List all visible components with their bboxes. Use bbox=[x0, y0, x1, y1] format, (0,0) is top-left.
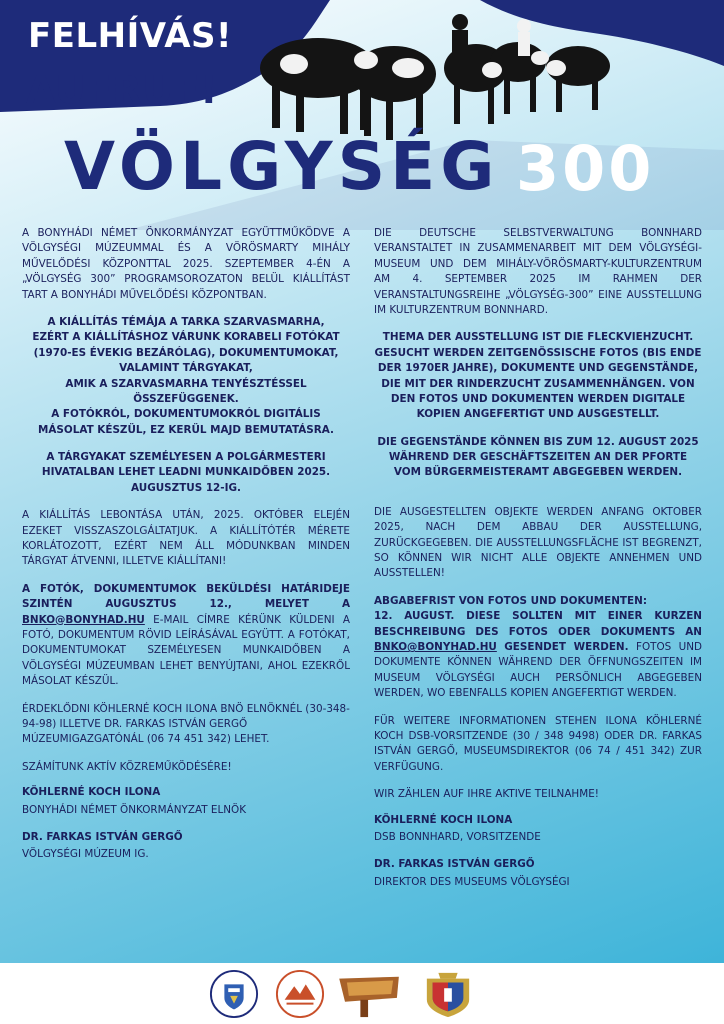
hu-theme-line3: VALAMINT TÁRGYAKAT, bbox=[119, 362, 253, 375]
title-aufruf: AUFRUF! bbox=[26, 68, 218, 112]
de-sig1-name: KÖHLERNÉ KOCH ILONA bbox=[374, 813, 513, 826]
hu-return: A KIÁLLÍTÁS LEBONTÁSA UTÁN, 2025. OKTÓBER ELEJÉN EZEKET VISSZASZOLGÁLTATJUK. A KIÁLLÍTÓTÉR MÉRETE KORLÁTOZOTT, EZÉRT NEM ÁLL MÓDUNKBAN MINDEN TÁRGYAT ÁTVENNI, ILLETVE KIÁLLÍTANI! bbox=[22, 509, 350, 568]
hu-deadline-rest: E-MAIL CÍMRE KÉRÜNK KÜLDENI A FOTÓ, DOKUMENTUM RÖVID LEÍRÁSÁVAL EGYÜTT. A FOTÓKAT, DOKUMENTUMOKAT SZEMÉLYESEN MUNKAIDŐBEN A VÖLGYSÉGI MÚZEUMBAN LEHET BENYÚJTANI, AHOL EZEKRŐL MÁSOLAT KÉSZÜL. bbox=[22, 613, 350, 688]
hu-theme-line2: EZÉRT A KIÁLLÍTÁSHOZ VÁRUNK KORABELI FOTÓKAT (1970-ES ÉVEKIG BEZÁRÓLAG), DOKUMENTUMOKAT, bbox=[32, 331, 340, 359]
hungarian-column bbox=[22, 226, 350, 875]
title-felhivas: FELHÍVÁS! bbox=[28, 16, 233, 56]
de-intro: DIE DEUTSCHE SELBSTVERWALTUNG BONNHARD VERANSTALTET IN ZUSAMMENARBEIT MIT DEM VÖLGYSÉGI-MUSEUM UND DEM MIHÁLY-VÖRÖSMARTY-KULTURZENTRUM AM 4. SEPTEMBER 2025 IM RAHMEN DER VERANSTALTUNGSREIHE „VÖLGYSÉG-300” EINE AUSSTELLUNG IM KULTURZENTRUM BONNHARD. bbox=[374, 227, 702, 316]
de-sig2-name: DR. FARKAS ISTVÁN GERGŐ bbox=[374, 858, 535, 871]
volgysegi-muzeum-logo bbox=[272, 969, 328, 1019]
title-volgyseg: VÖLGYSÉG bbox=[64, 128, 500, 205]
hu-sig1-role: BONYHÁDI NÉMET ÖNKORMÁNYZAT ELNÖK bbox=[22, 803, 247, 816]
bonyhad-coat-of-arms-logo bbox=[418, 969, 478, 1019]
footer-logos bbox=[0, 963, 724, 1024]
hu-theme-line4: AMIK A SZARVASMARHA TENYÉSZTÉSSEL ÖSSZEFÜGGENEK. bbox=[65, 377, 307, 405]
de-email-link[interactable]: BNKO@BONYHAD.HU bbox=[374, 640, 497, 653]
hu-theme-line5: A FOTÓKRÓL, DOKUMENTUMOKRÓL DIGITÁLIS MÁSOLAT KÉSZÜL, EZ KERÜL MAJD BEMUTATÁSRA. bbox=[38, 408, 334, 436]
hu-intro: A BONYHÁDI NÉMET ÖNKORMÁNYZAT EGYÜTTMŰKÖDVE A VÖLGYSÉGI MÚZEUMMAL ÉS A VÖRÖSMARTY MIHÁLY MŰVELŐDÉSI KÖZPONTTAL 2025. SZEPTEMBER 4-ÉN A „VÖLGYSÉG 300” PROGRAMSOROZATON BELÜL KIÁLLÍTÁST TART A BONYHÁDI MŰVELŐDÉSI KÖZPONTBAN. bbox=[22, 227, 350, 301]
de-closing: WIR ZÄHLEN AUF IHRE AKTIVE TEILNAHME! bbox=[374, 788, 599, 801]
vorosmarty-kozpont-logo bbox=[334, 969, 406, 1019]
de-contact: FÜR WEITERE INFORMATIONEN STEHEN ILONA KÖHLERNÉ KOCH DSB-VORSITZENDE (30 / 348 9498) ODER DR. FARKAS ISTVÁN GERGŐ, MUSEUMSDIREKTOR (06 74 / 451 342) ZUR VERFÜGUNG. bbox=[374, 714, 702, 773]
de-return: DIE AUSGESTELLTEN OBJEKTE WERDEN ANFANG OKTOBER 2025, NACH DEM ABBAU DER AUSSTELLUNG, ZURÜCKGEGEBEN. DIE AUSSTELLUNGSFLÄCHE IST BEGRENZT, SO KÖNNEN WIR NICHT ALLE OBJEKTE ANNEHMEN UND AUSSTELLEN! bbox=[374, 505, 702, 580]
hu-objects: A TÁRGYAKAT SZEMÉLYESEN A POLGÁRMESTERI HIVATALBAN LEHET LEADNI MUNKAIDŐBEN 2025. AUGUSZTUS 12-IG. bbox=[41, 451, 331, 494]
hu-theme bbox=[22, 315, 350, 438]
de-deadline bbox=[374, 594, 702, 702]
hu-contact: ÉRDEKLŐDNI KÖHLERNÉ KOCH ILONA BNÖ ELNÖKNÉL (30-348-94-98) ILLETVE DR. FARKAS ISTVÁN GERGŐ MÚZEUMIGAZGATÓNÁL (06 74 451 342) LEHET. bbox=[22, 702, 350, 746]
hu-closing: SZÁMÍTUNK AKTÍV KÖZREMŰKÖDÉSÉRE! bbox=[22, 760, 232, 773]
title-300: 300 bbox=[516, 132, 655, 205]
hu-sig1-name: KÖHLERNÉ KOCH ILONA bbox=[22, 786, 161, 799]
hu-theme-line1: A KIÁLLÍTÁS TÉMÁJA A TARKA SZARVASMARHA, bbox=[47, 315, 325, 328]
hu-deadline-bold: A FOTÓK, DOKUMENTUMOK BEKÜLDÉSI HATÁRIDEJE SZINTÉN AUGUSZTUS 12., MELYET A bbox=[22, 582, 350, 611]
de-deadline-title: ABGABEFRIST VON FOTOS UND DOKUMENTEN: bbox=[374, 594, 647, 607]
de-deadline-bold2: GESENDET WERDEN. bbox=[504, 640, 629, 653]
dsb-bonnhard-logo bbox=[206, 969, 262, 1019]
hu-email-link[interactable]: BNKO@BONYHAD.HU bbox=[22, 613, 145, 626]
de-deadline-bold: 12. AUGUST. DIESE SOLLTEN MIT EINER KURZEN BESCHREIBUNG DES FOTOS ODER DOKUMENTS AN bbox=[374, 610, 702, 638]
de-deadline-rest: FOTOS UND DOKUMENTE KÖNNEN WÄHREND DER ÖFFNUNGSZEITEN IM MUSEUM VÖLGYSÉGI AUCH PERSÖNLICH ABGEGEBEN WERDEN, WO EBENFALLS KOPIEN ANGEFERTIGT WERDEN. bbox=[374, 640, 703, 700]
hu-deadline bbox=[22, 582, 350, 690]
de-sig1-role: DSB BONNHARD, VORSITZENDE bbox=[374, 830, 541, 843]
german-column bbox=[374, 226, 702, 902]
de-theme: THEMA DER AUSSTELLUNG IST DIE FLECKVIEHZUCHT. GESUCHT WERDEN ZEITGENÖSSISCHE FOTOS (BIS ENDE DER 1970ER JAHRE), DOKUMENTE UND GEGENSTÄNDE, DIE MIT DER RINDERZUCHT ZUSAMMENHÄNGEN. VON DEN FOTOS UND DOKUMENTEN WERDEN DIGITALE KOPIEN ANGEFERTIGT UND AUSGESTELLT. bbox=[374, 331, 702, 421]
cattle-photo bbox=[256, 8, 616, 146]
hu-sig2-role: VÖLGYSÉGI MÚZEUM IG. bbox=[22, 848, 149, 861]
hu-sig2-name: DR. FARKAS ISTVÁN GERGŐ bbox=[22, 830, 183, 843]
de-sig2-role: DIREKTOR DES MUSEUMS VÖLGYSÉGI bbox=[374, 875, 570, 888]
de-objects: DIE GEGENSTÄNDE KÖNNEN BIS ZUM 12. AUGUST 2025 WÄHREND DER GESCHÄFTSZEITEN AN DER PFORTE VOM BÜRGERMEISTERAMT ABGEGEBEN WERDEN. bbox=[377, 435, 699, 479]
